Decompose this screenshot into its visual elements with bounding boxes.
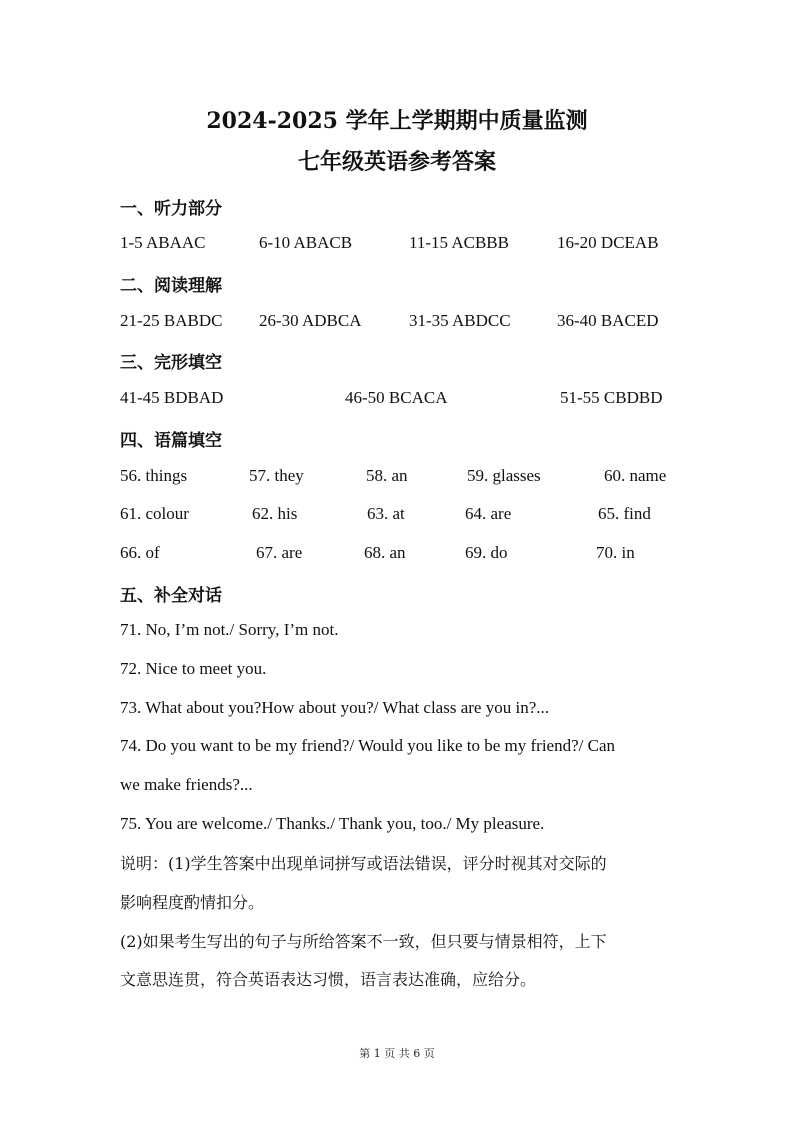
answer-item: 58. an [366,466,408,485]
answer-group: 36-40 BACED [557,311,659,330]
dialogue-answer: 75. You are welcome./ Thanks./ Thank you, too./ My pleasure. [120,814,545,833]
answer-group: 21-25 BABDC [120,311,223,330]
scoring-note: 说明：(1)学生答案中出现单词拼写或语法错误，评分时视其对交际的 [120,854,607,873]
section-heading-fill: 四、语篇填空 [120,431,222,451]
answer-group: 1-5 ABAAC [120,233,206,252]
dialogue-answer: 74. Do you want to be my friend?/ Would you like to be my friend?/ Can [120,736,616,755]
answer-group: 16-20 DCEAB [557,233,659,252]
answer-group: 41-45 BDBAD [120,388,224,407]
answer-item: 65. find [598,504,651,523]
section-heading-cloze: 三、完形填空 [120,353,222,373]
answer-item: 62. his [252,504,298,523]
answer-item: 67. are [256,543,303,562]
answer-group: 46-50 BCACA [345,388,448,407]
answer-item: 56. things [120,466,188,485]
answer-item: 66. of [120,543,160,562]
section-heading-dialogue: 五、补全对话 [120,586,222,606]
answer-item: 64. are [465,504,512,523]
answer-group: 31-35 ABDCC [409,311,511,330]
answer-item: 63. at [367,504,405,523]
answer-item: 61. colour [120,504,189,523]
answer-item: 57. they [249,466,304,485]
scoring-note: 文意思连贯，符合英语表达习惯，语言表达准确，应给分。 [120,970,537,989]
section-heading-reading: 二、阅读理解 [120,276,222,296]
dialogue-answer: 73. What about you?How about you?/ What class are you in?... [120,698,549,717]
answer-group: 26-30 ADBCA [259,311,362,330]
answer-group: 51-55 CBDBD [560,388,663,407]
page-title: 2024-2025 学年上学期期中质量监测 [206,108,588,134]
answer-item: 69. do [465,543,508,562]
answer-group: 11-15 ACBBB [409,233,509,252]
answer-item: 68. an [364,543,406,562]
answer-item: 70. in [596,543,635,562]
answer-item: 60. name [604,466,667,485]
dialogue-answer: we make friends?... [120,775,253,794]
scoring-note: (2)如果考生写出的句子与所给答案不一致，但只要与情景相符，上下 [120,932,607,951]
dialogue-answer: 72. Nice to meet you. [120,659,267,678]
answer-group: 6-10 ABACB [259,233,353,252]
section-heading-listening: 一、听力部分 [120,199,222,219]
page-subtitle: 七年级英语参考答案 [297,149,496,175]
page-footer: 第 1 页 共 6 页 [359,1047,435,1060]
dialogue-answer: 71. No, I’m not./ Sorry, I’m not. [120,620,339,639]
answer-item: 59. glasses [467,466,541,485]
scoring-note: 影响程度酌情扣分。 [120,893,265,912]
